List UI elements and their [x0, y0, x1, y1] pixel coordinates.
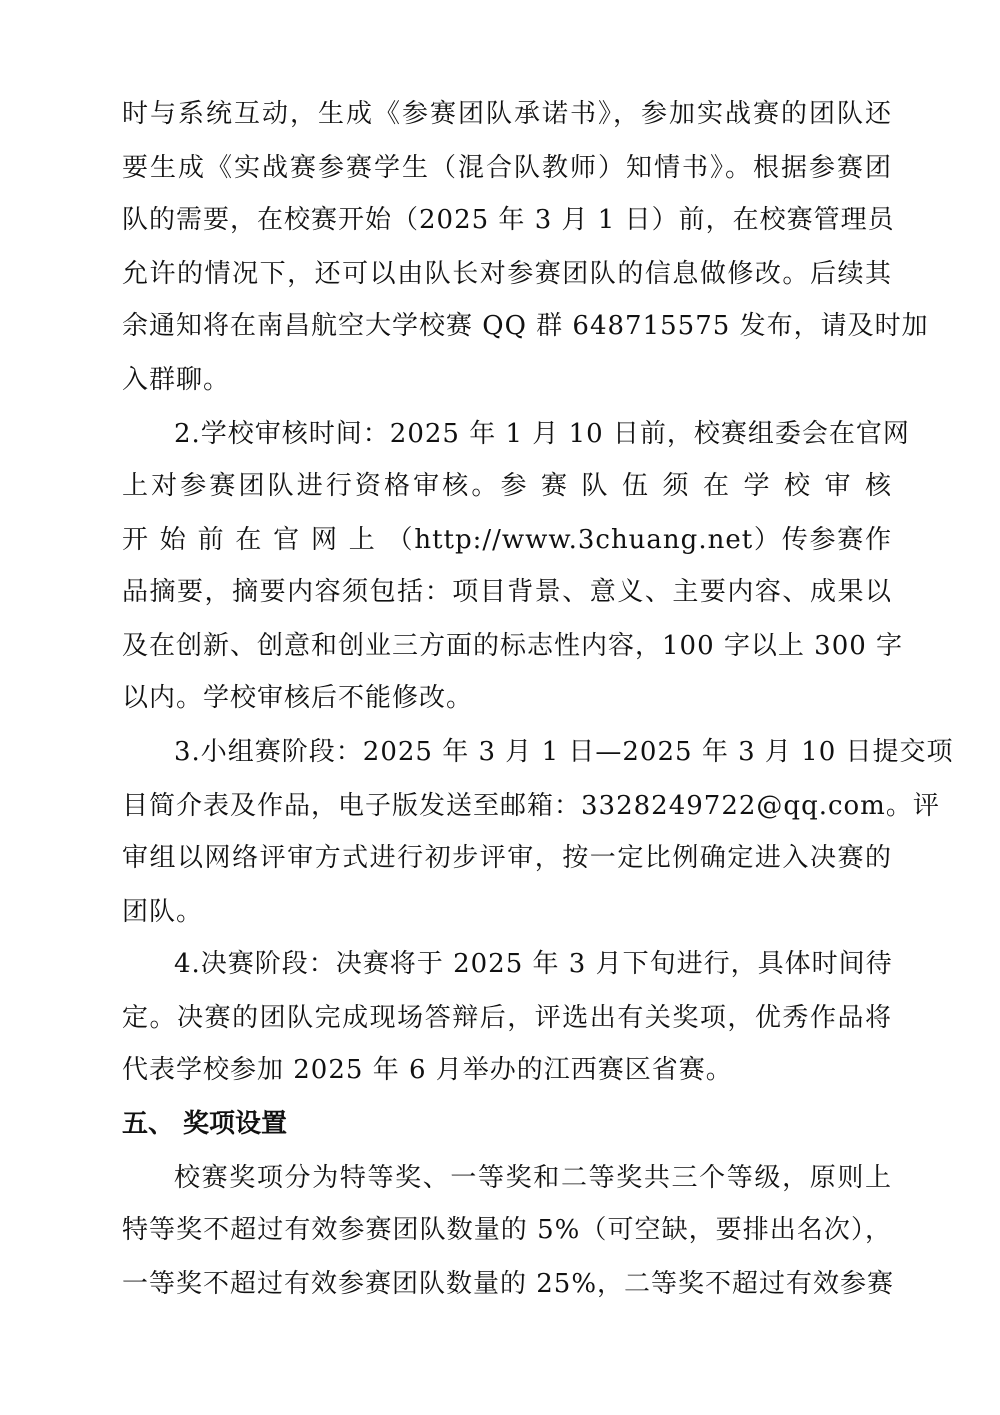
paragraph-line: 一等奖不超过有效参赛团队数量的 25%，二等奖不超过有效参赛	[122, 1269, 895, 1299]
paragraph-first-line: 4.决赛阶段：决赛将于 2025 年 3 月下旬进行，具体时间待	[174, 949, 893, 979]
paragraph-line: 入群聊。	[122, 365, 231, 395]
paragraph-line: 代表学校参加 2025 年 6 月举办的江西赛区省赛。	[122, 1055, 733, 1085]
section-heading: 五、 奖项设置	[122, 1109, 288, 1139]
paragraph-line: 余通知将在南昌航空大学校赛 QQ 群 648715575 发布，请及时加	[122, 311, 929, 341]
paragraph-first-line: 3.小组赛阶段：2025 年 3 月 1 日—2025 年 3 月 10 日提交项	[174, 737, 954, 767]
paragraph-line: 队的需要，在校赛开始（2025 年 3 月 1 日）前，在校赛管理员	[122, 205, 895, 235]
paragraph-first-line: 2.学校审核时间：2025 年 1 月 10 日前，校赛组委会在官网	[174, 419, 910, 449]
paragraph-line: 特等奖不超过有效参赛团队数量的 5%（可空缺，要排出名次），	[122, 1215, 892, 1245]
paragraph-line: 审组以网络评审方式进行初步评审，按一定比例确定进入决赛的	[122, 843, 892, 873]
paragraph-first-line: 校赛奖项分为特等奖、一等奖和二等奖共三个等级，原则上	[174, 1163, 892, 1193]
paragraph-line: 目简介表及作品，电子版发送至邮箱：3328249722@qq.com。评	[122, 791, 940, 821]
paragraph-line: 及在创新、创意和创业三方面的标志性内容，100 字以上 300 字	[122, 631, 904, 661]
paragraph-line: 品摘要，摘要内容须包括：项目背景、意义、主要内容、成果以	[122, 577, 892, 607]
paragraph-line: 允许的情况下，还可以由队长对参赛团队的信息做修改。后续其	[122, 259, 892, 289]
paragraph-line: 定。决赛的团队完成现场答辩后，评选出有关奖项，优秀作品将	[122, 1003, 892, 1033]
paragraph-line: 时与系统互动，生成《参赛团队承诺书》，参加实战赛的团队还	[122, 99, 892, 129]
paragraph-line: 上对参赛团队进行资格审核。参 赛 队 伍 须 在 学 校 审 核	[122, 471, 892, 501]
paragraph-line: 以内。学校审核后不能修改。	[122, 683, 474, 713]
paragraph-line: 开 始 前 在 官 网 上 （http://www.3chuang.net）传参赛作	[122, 525, 892, 555]
paragraph-line: 团队。	[122, 897, 204, 927]
paragraph-line: 要生成《实战赛参赛学生（混合队教师）知情书》。根据参赛团	[122, 153, 892, 183]
